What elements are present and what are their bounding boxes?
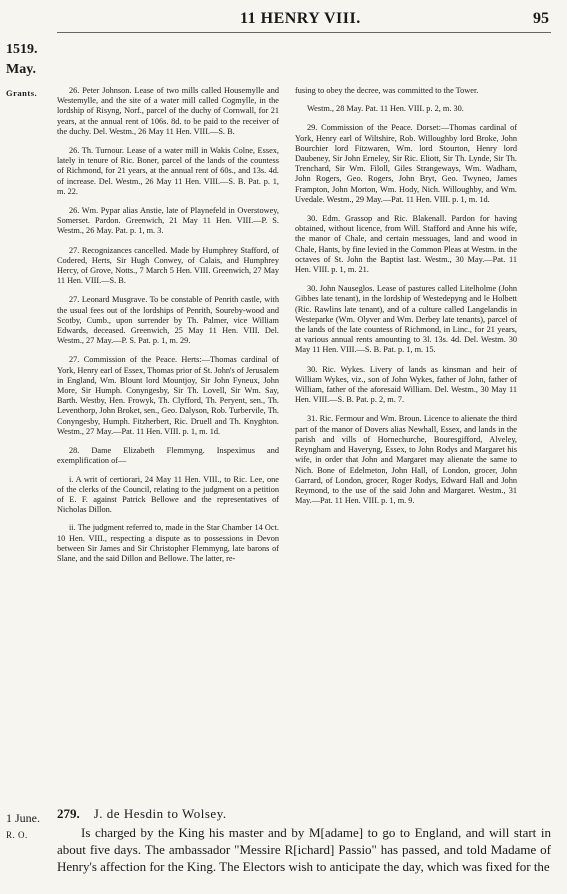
grant-paragraph: 26. Peter Johnson. Lease of two mills called Housemylle and Westemylle, and the site of a water mill called Cogmylle, in the lordship of Risyng, Norf., parcel of the duchy of Cornwall, for 21 years, at the annual rent of 106s. 8d. to be paid to the receiver of the duchy. Del. Westm., 26 May 11 Hen. VIII.—S. B.	[57, 86, 279, 136]
entry-source: R. O.	[6, 830, 28, 840]
grant-paragraph: 31. Ric. Fermour and Wm. Broun. Licence to alienate the third part of the manor of Dovers alias Newhall, Essex, and lands in the parish and vills of Hornechurche, Bouresgifford, Alveley, Reyngham and Haveryng, Essex, to John Rodys and Margaret his wife, in order that John and Margaret may alienate the same to Nich. Bone of Edelmeton, John Hall, of London, grocer, John Garrard, of London, grocer, Roger Rodys, Edward Hall and John Reymond, to the use of the said John and Margaret. Westm., 31 May.—Pat. 11 Hen. VIII. p. 1, m. 9.	[295, 414, 517, 506]
right-column	[295, 86, 517, 515]
running-title: 11 HENRY VIII.	[240, 10, 361, 27]
margin-month: May.	[6, 62, 36, 77]
grant-paragraph: 30. Edm. Grassop and Ric. Blakenall. Pardon for having obtained, without licence, from Will. Stafford and Anne his wife, the manor of Chale, and certain messuages, land and wood in Chale, Hants, by fine levied in the Common Pleas at Westm. in the octaves of St. John the Baptist last. Westm., 30 May.—Pat. 11 Hen. VIII. p. 1, m. 21.	[295, 214, 517, 275]
grant-paragraph: 27. Recognizances cancelled. Made by Humphrey Stafford, of Codered, Herts, Sir Hugh Conwey, of Calais, and Humphrey Hercy, of Grove, Notts., 7 March 5 Hen. VIII. Greenwich, 27 May 11 Hen. VIII.—S. B.	[57, 245, 279, 286]
grant-paragraph: 26. Wm. Pypar alias Anstie, late of Playnefeld in Overstowey, Somerset. Pardon. Greenwich, 21 May 11 Hen. VIII.—P. S. Westm., 26 May. Pat. p. 1, m. 3.	[57, 206, 279, 236]
grant-paragraph: 26. Th. Turnour. Lease of a water mill in Wakis Colne, Essex, lately in tenure of Ric. Boner, parcel of the lands of the countess of Richmond, for 21 years, at the annual rent of 60s., and 13s. 4d. of increase. Del. Westm., 26 May 11 Hen. VIII.—S. B. Pat. p. 1, m. 22.	[57, 146, 279, 196]
header-rule	[57, 32, 551, 33]
running-header	[0, 10, 567, 34]
entry-date: 1 June.	[6, 811, 40, 825]
entry-text: Is charged by the King his master and by M[adame] to go to England, and will start in about five days. The ambassador "Messire R[ichard] Passio" has passed, and told Madame of Henry's affection for the King. The Electors wish to anticipate the day, which was fixed for the	[57, 825, 551, 874]
entry-heading: J. de Hesdin to Wolsey.	[93, 806, 227, 821]
grant-paragraph: 28. Dame Elizabeth Flemmyng. Inspeximus and exemplification of—	[57, 446, 279, 466]
margin-year: 1519.	[6, 42, 38, 57]
grant-paragraph: 27. Leonard Musgrave. To be constable of Penrith castle, with the usual fees out of the lordships of Penrith, Soureby-wood and Scotby, Cumb., upon surrender by Th. Palmer, vice William Edwards, deceased. Greenwich, 25 May 11 Hen. VIII. Del. Westm., 27 May.—P. S. Pat. p. 1, m. 29.	[57, 295, 279, 346]
grant-subparagraph: ii. The judgment referred to, made in the Star Chamber 14 Oct. 10 Hen. VIII., respecting a dispute as to possessions in Devon between Sir James and Sir Christopher Flemmyng, late barons of Slane, and the said Dillon and Bellowe. The latter, re-	[57, 523, 279, 563]
grant-paragraph: 30. Ric. Wykes. Livery of lands as kinsman and heir of William Wykes, viz., son of John Wykes, father of John, father of William, father of the aforesaid William. Del. Westm., 30 May 11 Hen. VIII.—S. B. Pat. p. 2, m. 7.	[295, 364, 517, 405]
letter-entry	[57, 805, 551, 875]
entry-number: 279.	[57, 806, 80, 821]
margin-section: Grants.	[6, 88, 38, 98]
grant-paragraph: 30. John Nauseglos. Lease of pastures called Litelholme (John Gibbes late tenant), in the lordship of Westedepyng and le Holbett (Ric. Rawlins late tenant), and of a culture called Langelandis in Westeparke (Wm. Olyver and Wm. Derbey late tenants), parcel of the lands of the late countess of Richmond, in Linc., for 21 years, at various annual rents amounting to 3l. 13s. 4d. Del. Westm. 30 May 11 Hen. VIII.—S. B. Pat. p. 1, m. 15.	[295, 284, 517, 355]
grant-paragraph: Westm., 28 May. Pat. 11 Hen. VIII. p. 2, m. 30.	[307, 104, 464, 114]
grant-paragraph: fusing to obey the decree, was committed to the Tower.	[295, 86, 479, 95]
grant-subparagraph: i. A writ of certiorari, 24 May 11 Hen. VIII., to Ric. Lee, one of the clerks of the Council, relating to the judgment on a petition of E. F. against Patrick Bellowe and the representatives of Nicholas Dillon.	[57, 474, 279, 515]
grant-paragraph: 27. Commission of the Peace. Herts:—Thomas cardinal of York, Henry earl of Essex, Thomas prior of St. John's of Jerusalem in England, Wm. Blount lord Mountjoy, Sir John Fyneux, John More, Sir Humph. Conyngesby, Sir Th. Lovell, Sir Wm. Say, Barth. Westby, Hen. Frowyk, Th. Clyfford, Th. Peryent, sen., Th. Leventhorp, John Broket, sen., Geo. Dalyson, Rob. Turbervile, Th. Conyngesby, Humph. Fitzherbert, Ric. Druell and Th. Knyghton. Westm., 27 May.—Pat. 11 Hen. VIII. p. 1, m. 1d.	[57, 355, 279, 436]
grant-paragraph: 29. Commission of the Peace. Dorset:—Thomas cardinal of York, Henry earl of Wiltshire, Rob. Willoughby lord Broke, John Bourchier lord Fitzwaren, Wm. lord Stourton, Henry lord Daubeney, Sir John Erneley, Sir Ric. Eliott, Sir Th. Lynde, Sir Th. Trenchard, Sir Wm. Filoll, Giles Strangeways, Wm. Wadham, John Rogers, Geo. Rogers, John Bryt, Geo. Twyneo, James Frampton, John Morton, Wm. Hody, Nich. Willoughby, and Wm. Uvedale. Westm., 29 May.—Pat. 11 Hen. VIII. p. 1, m. 1d.	[295, 123, 517, 204]
page-number: 95	[533, 10, 549, 27]
left-column	[57, 86, 279, 572]
